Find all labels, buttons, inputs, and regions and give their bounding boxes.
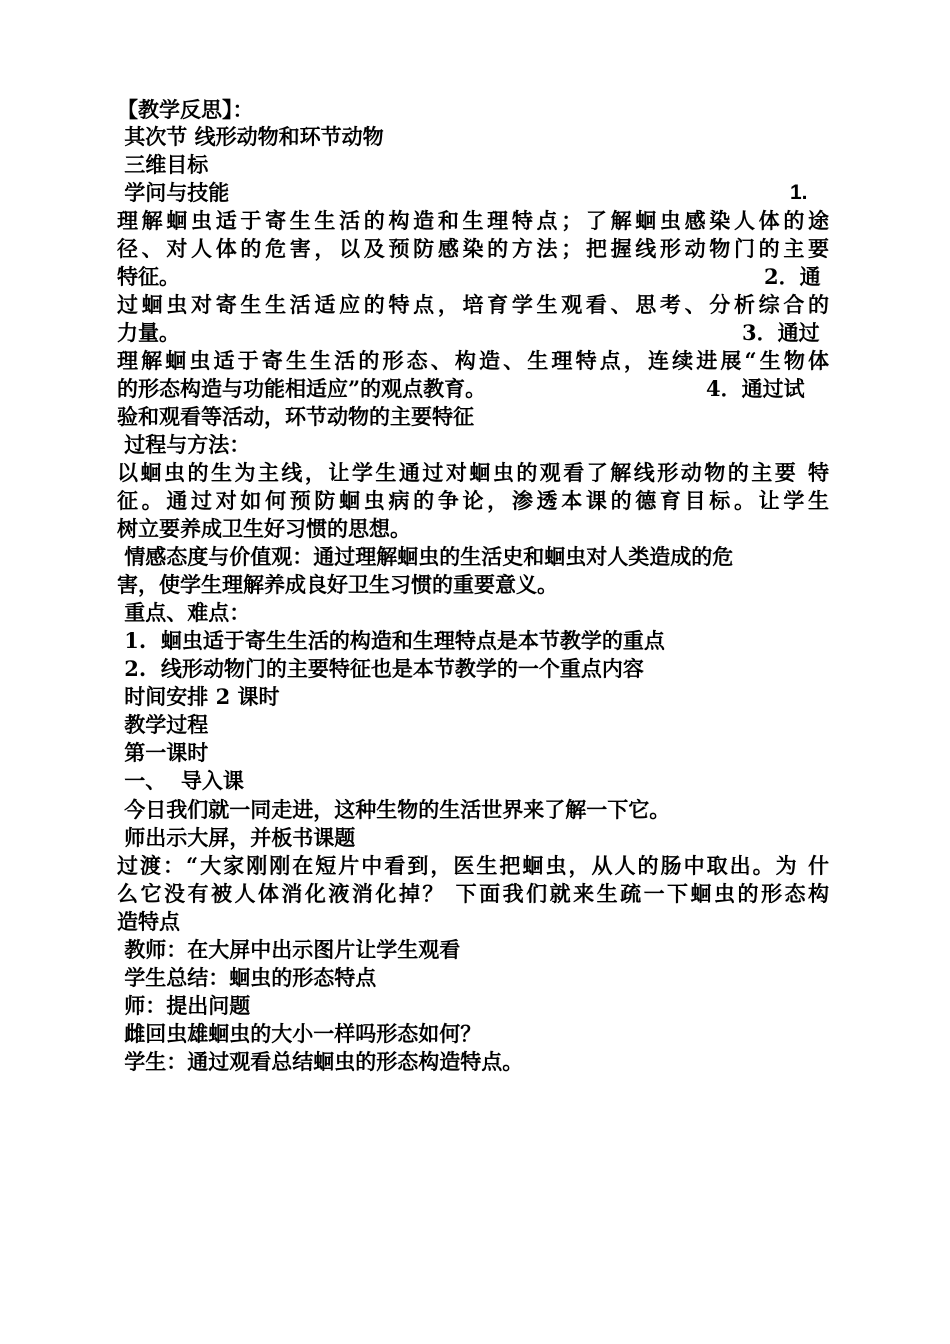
list-item: 2. 线形动物门的主要特征也是本节教学的一个重点内容 (117, 656, 644, 681)
text-line: 学生：通过观看总结蛔虫的形态构造特点。 (117, 1049, 524, 1074)
list-item: 1. 蛔虫适于寄生生活的构造和生理特点是本节教学的重点 (117, 628, 665, 653)
text-line: 时间安排 2 课时 (117, 684, 280, 709)
text-line: 教学过程 (117, 712, 209, 737)
text-line: 理解蛔虫适于寄生生活的形态、构造、生理特点，连续进展“生物体 (117, 348, 829, 373)
text-line: 今日我们就一同走进，这种生物的生活世界来了解一下它。 (117, 797, 671, 822)
text-line: 师：提出问题 (117, 993, 251, 1018)
text-line: 力量。 (117, 320, 180, 345)
text-line: 过渡：“大家刚刚在短片中看到，医生把蛔虫，从人的肠中取出。为 什 (117, 853, 829, 878)
text-line: 学生总结：蛔虫的形态特点 (117, 965, 377, 990)
text-line: 一、 导入课 (117, 768, 244, 793)
text-line: 过蛔虫对寄生生活适应的特点，培育学生观看、思考、分析综合的 (117, 292, 829, 317)
section-title: 其次节 线形动物和环节动物 (117, 124, 384, 149)
text-line: 径、对人体的危害，以及预防感染的方法；把握线形动物门的主要 (117, 236, 829, 261)
text-line: 学问与技能 (117, 180, 230, 205)
list-number: 3．通过 (742, 320, 820, 345)
text-line: 过程与方法： (117, 432, 251, 457)
text-line: 树立要养成卫生好习惯的思想。 (117, 516, 411, 541)
list-number: 1. (790, 181, 808, 204)
text-line: 么它没有被人体消化液消化掉？ 下面我们就来生疏一下蛔虫的形态构 (117, 881, 829, 906)
text-line: 教师：在大屏中出示图片让学生观看 (117, 937, 461, 962)
text-line: 的形态构造与功能相适应”的观点教育。 (117, 376, 487, 401)
list-number: 4．通过试 (706, 376, 805, 401)
text-line: 师出示大屏，并板书课题 (117, 825, 356, 850)
list-number: 2．通 (764, 264, 821, 289)
text-line: 造特点 (117, 909, 180, 934)
text-line: 【教学反思】： (117, 97, 254, 122)
text-line: 情感态度与价值观：通过理解蛔虫的生活史和蛔虫对人类造成的危 (117, 544, 734, 569)
text-line: 重点、难点： (117, 600, 251, 625)
text-line: 三维目标 (117, 152, 209, 177)
text-line: 验和观看等活动，环节动物的主要特征 (117, 404, 474, 429)
text-line: 害，使学生理解养成良好卫生习惯的重要意义。 (117, 572, 558, 597)
text-line: 征。通过对如何预防蛔虫病的争论，渗透本课的德育目标。让学生 (117, 488, 829, 513)
text-line: 理解蛔虫适于寄生生活的构造和生理特点；了解蛔虫感染人体的途 (117, 208, 829, 233)
text-line: 以蛔虫的生为主线，让学生通过对蛔虫的观看了解线形动物的主要 特 (117, 460, 829, 485)
text-line: 特征。 (117, 264, 180, 289)
text-line: 雌回虫雄蛔虫的大小一样吗形态如何？ (117, 1021, 482, 1046)
text-line: 第一课时 (117, 740, 209, 765)
